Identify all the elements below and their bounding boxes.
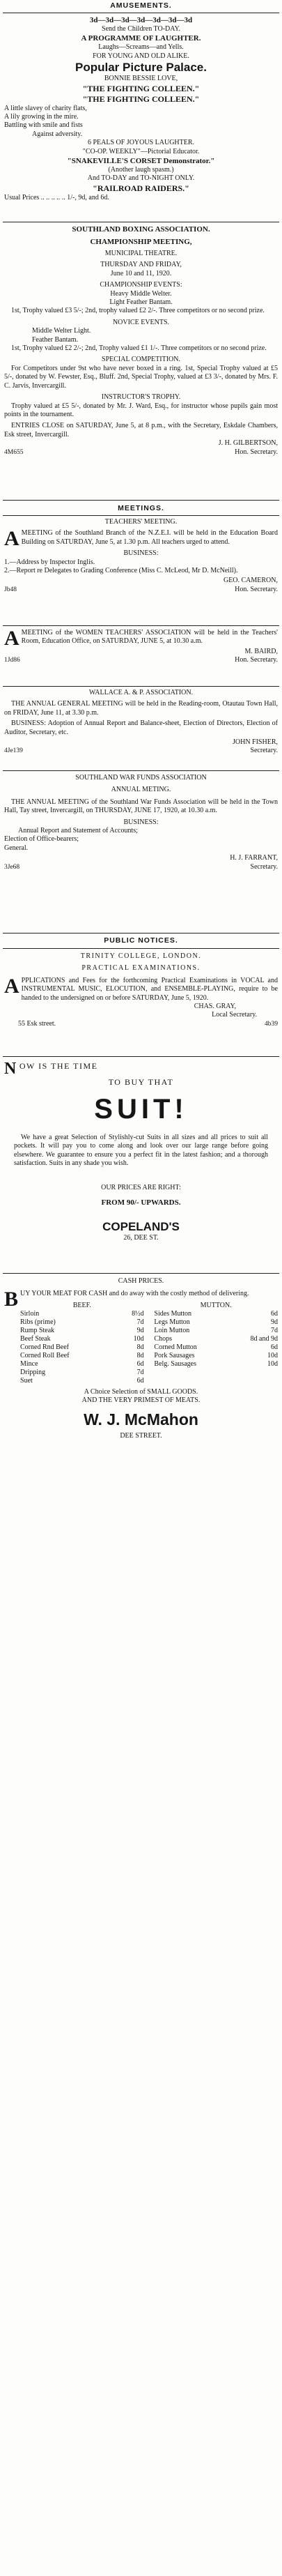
divider — [3, 1273, 279, 1274]
butcher-address: DEE STREET. — [120, 1431, 162, 1440]
special-heading: SPECIAL COMPETITION. — [102, 356, 180, 364]
price-row — [154, 1360, 278, 1369]
corset-note: (Another laugh spasm.) — [108, 166, 174, 174]
war-funds-notice — [4, 774, 278, 871]
notice-text: THE ANNUAL MEETING of the Southland War Funds Association will be held in the Town Hall, Tay street, Invercargill, on THURSDAY, JUNE 17, 1920, at 10.30 a.m. — [4, 798, 278, 815]
special-text: For Competitors under 9st who have never boxed in a ring. 1st, Special Trophy valued at £5 5/-, donated by W. Fewster, Esq., Bluff. 2nd, Special Trophy, valued at £3 3/-, donated by Mrs. F. C. Jarvis, Invercargill. — [4, 364, 278, 390]
prices-right: OUR PRICES ARE RIGHT: — [101, 1183, 181, 1191]
usual-prices: Usual Prices .. .. .. .. .. 1/-, 9d, and 6d. — [4, 193, 109, 201]
divider — [3, 515, 279, 516]
signer-role: Local Secretary. — [212, 1011, 257, 1019]
primest-line: AND THE VERY PRIMEST OF MEATS. — [81, 1396, 201, 1405]
notice-text: THE ANNUAL GENERAL MEETING will be held in the Reading-room, Otautau Town Hall, on FRIDAY, June 11, at 3.30 p.m. — [4, 700, 278, 717]
butcher-name: W. J. McMahon — [84, 1410, 198, 1428]
price-row — [20, 1360, 144, 1369]
notice-title: WALLACE A. & P. ASSOCIATION. — [88, 689, 194, 696]
novice-heading: NOVICE EVENTS. — [112, 318, 170, 326]
price-row — [154, 1327, 278, 1335]
price-row — [154, 1310, 278, 1318]
item-name: Ribs (prime) — [20, 1318, 56, 1326]
item-price: 8d — [136, 1351, 144, 1359]
championship-prizes: 1st, Trophy valued £3 5/-; 2nd, trophy valued £2 2/-. Three competitors or no second prize. — [11, 307, 265, 315]
event-line: Heavy Middle Welter. — [110, 289, 172, 298]
item-name: Beef Steak — [20, 1334, 51, 1343]
raiders-title: "RAILROAD RAIDERS." — [93, 183, 189, 193]
signer: JOHN FISHER, — [232, 738, 278, 747]
notice-text: PPLICATIONS and Fees for the forthcoming Practical Examinations in VOCAL and INSTRUMENTAL MUSIC, ELOCUTION, and ENSEMBLE-PLAYING, require to be handed to the undersigned on or before SATURDAY, June 5, 1920. — [21, 976, 278, 1002]
address: 55 Esk street. — [18, 1019, 56, 1028]
signer: H. J. FARRANT, — [230, 854, 278, 862]
championship-heading: CHAMPIONSHIP EVENTS: — [100, 281, 182, 289]
item-name: Belg. Sausages — [154, 1359, 196, 1368]
teachers-meeting-notice — [4, 518, 278, 594]
blurb-line: A little slavey of charity flats, — [4, 104, 87, 112]
column-heading: MUTTON. — [200, 1301, 232, 1309]
drop-cap: B — [4, 1288, 19, 1311]
star-name: BONNIE BESSIE LOVE, — [104, 75, 178, 83]
picture-palace-ad — [4, 15, 278, 202]
film-title: "THE FIGHTING COLLEEN." — [82, 93, 200, 104]
boxing-venue: MUNICIPAL THEATRE. — [104, 250, 178, 257]
divider — [3, 500, 279, 501]
item-price: 8d and 9d — [250, 1334, 278, 1343]
price-row — [20, 1318, 144, 1327]
divider — [3, 625, 279, 626]
headline: TO BUY THAT — [108, 1077, 174, 1087]
item-price: 10d — [267, 1359, 278, 1368]
small-goods-line: A Choice Selection of SMALL GOODS. — [84, 1387, 198, 1396]
item-name: Sides Mutton — [154, 1309, 192, 1318]
item-name: Dripping — [20, 1368, 46, 1376]
signer-role: Hon. Secretary. — [235, 585, 278, 593]
peals-line: 6 PEALS OF JOYOUS LAUGHTER. — [87, 139, 195, 147]
item-name: Sirloin — [20, 1309, 40, 1318]
suit-headline: SUIT! — [94, 1094, 188, 1125]
notice-title: TEACHERS' MEETING. — [104, 518, 178, 526]
price-row — [20, 1310, 144, 1318]
price-row — [20, 1343, 144, 1352]
price-row — [154, 1343, 278, 1352]
price-row — [20, 1377, 144, 1385]
notice-subtitle: ANNUAL METING. — [111, 786, 171, 794]
item-price: 6d — [271, 1343, 278, 1351]
boxing-title: SOUTHLAND BOXING ASSOCIATION. — [72, 225, 210, 234]
drop-cap: A — [4, 974, 19, 998]
blurb-line: Against adversity. — [32, 130, 83, 138]
store-name: COPELAND'S — [102, 1220, 180, 1234]
store-address: 26, DEE ST. — [123, 1234, 159, 1242]
item-name: Corned Mutton — [154, 1343, 197, 1351]
item-price: 6d — [136, 1376, 144, 1385]
divider — [3, 948, 279, 949]
item-price: 8d — [136, 1343, 144, 1351]
item-price: 6d — [271, 1309, 278, 1318]
trinity-college-notice — [4, 952, 278, 1028]
item-price: 7d — [271, 1326, 278, 1334]
amusements-heading: AMUSEMENTS. — [110, 1, 172, 10]
business-heading: BUSINESS: — [123, 818, 159, 826]
corset-line: "SNAKEVILLE'S CORSET Demonstrator." — [67, 157, 215, 166]
item-price: 7d — [136, 1368, 144, 1376]
divider — [3, 686, 279, 687]
item-name: Suet — [20, 1376, 33, 1385]
ad-ref: 4b39 — [265, 1020, 278, 1028]
item-price: 10d — [133, 1334, 144, 1343]
mcmahon-butcher-ad — [4, 1277, 278, 1440]
item-price: 9d — [136, 1326, 144, 1334]
wallace-association-notice — [4, 689, 278, 756]
ad-line: FOR YOUNG AND OLD ALIKE. — [93, 52, 189, 60]
price-from: FROM 90/- UPWARDS. — [101, 1198, 181, 1207]
coop-line: "CO-OP. WEEKLY"—Pictorial Educator. — [82, 147, 200, 155]
item-price: 7d — [136, 1318, 144, 1326]
ad-intro: UY YOUR MEAT FOR CASH and do away with the costly method of delivering. — [20, 1290, 249, 1298]
item-price: 8½d — [132, 1309, 144, 1318]
business-item: Election of Office-bearers; — [4, 835, 79, 844]
business-heading: BUSINESS: — [123, 549, 159, 558]
price-row — [20, 1335, 144, 1343]
drop-cap: A — [4, 629, 19, 650]
ad-line: Laughs—Screams—and Yells. — [98, 43, 184, 52]
item-name: Corned Roll Beef — [20, 1351, 70, 1359]
instructor-text: Trophy valued at £5 5/-, donated by Mr. J. Ward, Esq., for instructor whose pupils gain most points in the tournament. — [4, 402, 278, 418]
event-line: Light Feather Bantam. — [109, 298, 173, 307]
event-line: Feather Bantam. — [32, 335, 79, 344]
notice-text: MEETING of the WOMEN TEACHERS' ASSOCIATION will be held in the Teachers' Room, Education Office, on SATURDAY, JUNE 5, at 10.30 a.m. — [21, 629, 278, 646]
price-row — [154, 1335, 278, 1343]
boxing-date: June 10 and 11, 1920. — [110, 269, 172, 277]
ad-heading: CASH PRICES. — [118, 1277, 164, 1285]
drop-cap: N — [4, 1061, 17, 1078]
price-row — [20, 1352, 144, 1360]
item-name: Mince — [20, 1359, 38, 1368]
boxing-date: THURSDAY AND FRIDAY, — [100, 261, 182, 269]
headline: OW IS THE TIME — [19, 1061, 98, 1071]
divider — [3, 1056, 279, 1057]
signer: GEO. CAMERON, — [223, 577, 278, 585]
film-title: "THE FIGHTING COLLEEN." — [82, 83, 200, 93]
notice-text: MEETING of the Southland Branch of the N.Z.E.I. will be held in the Education Board Building on SATURDAY, June 5, at 1.30 p.m. All teachers urged to attend. — [21, 529, 278, 546]
price-list — [20, 1302, 278, 1385]
drop-cap: A — [4, 527, 19, 551]
instructor-heading: INSTRUCTOR'S TROPHY. — [101, 393, 181, 402]
ad-line: Send the Children TO-DAY. — [102, 25, 180, 33]
item-name: Legs Mutton — [154, 1318, 190, 1326]
ad-line: A PROGRAMME OF LAUGHTER. — [81, 34, 201, 43]
ad-ref: 4Je139 — [4, 747, 23, 755]
notice-subtitle: PRACTICAL EXAMINATIONS. — [81, 964, 201, 973]
item-name: Rump Steak — [20, 1326, 55, 1334]
item-name: Chops — [154, 1334, 172, 1343]
business-text: BUSINESS: Adoption of Annual Report and Balance-sheet, Election of Directors, Election of Auditor, Secretary, etc. — [4, 719, 278, 736]
item-name: Corned Rnd Beef — [20, 1343, 70, 1351]
signer: J. H. GILBERTSON, — [218, 439, 278, 448]
notice-title: TRINITY COLLEGE, LONDON. — [80, 952, 202, 960]
business-item: 2.—Report re Delegates to Grading Conference (Miss C. McLeod, Mr D. McNeill). — [4, 567, 238, 575]
meetings-heading: MEETINGS. — [118, 504, 164, 512]
item-name: Loin Mutton — [154, 1326, 190, 1334]
copelands-suit-ad — [4, 1061, 278, 1242]
item-price: 10d — [267, 1351, 278, 1359]
ad-ref: 3Je68 — [4, 863, 20, 871]
signer-role: Secretary. — [250, 862, 278, 871]
business-item: Annual Report and Statement of Accounts; — [18, 827, 138, 835]
price-row — [154, 1318, 278, 1327]
item-name: Pork Sausages — [154, 1351, 195, 1359]
prices-line: 3d—3d—3d—3d—3d—3d—3d — [89, 16, 193, 24]
signer-role: Hon. Secretary. — [235, 448, 278, 456]
event-line: Middle Welter Light. — [32, 327, 91, 335]
ad-body: We have a great Selection of Stylishly-cut Suits in all sizes and all prices to suit all pockets. It will pay you to come along and look over our large range before going elsewhere. We guarantee to ensure you a perfect fit in the latest fashion; and a thorough satisfaction. Suits in any shade you wish. — [14, 1134, 268, 1168]
venue-title: Popular Picture Palace. — [75, 61, 207, 75]
signer-role: Secretary. — [250, 747, 278, 755]
tonight-line: And TO-DAY and TO-NIGHT ONLY. — [87, 174, 195, 183]
beef-column — [20, 1302, 144, 1385]
divider — [3, 770, 279, 771]
item-price: 6d — [136, 1359, 144, 1368]
entries-text: ENTRIES CLOSE on SATURDAY, June 5, at 8 p.m., with the Secretary, Eskdale Chambers, Esk street, Invercargill. — [4, 422, 278, 439]
mutton-column — [154, 1302, 278, 1385]
column-heading: BEEF. — [72, 1301, 91, 1309]
ad-ref: 4M655 — [4, 448, 24, 456]
public-notices-heading: PUBLIC NOTICES. — [104, 936, 178, 945]
blurb-line: A lily growing in the mire. — [4, 113, 79, 121]
price-row — [154, 1352, 278, 1360]
business-item: General. — [4, 844, 29, 852]
ad-ref: Jb48 — [4, 586, 17, 593]
price-row — [20, 1327, 144, 1335]
novice-prizes: 1st, Trophy valued £2 2/-; 2nd, Trophy valued £1 1/-. Three competitors or no second prize. — [11, 344, 267, 353]
signer: M. BAIRD, — [244, 647, 278, 655]
ad-ref: 1Jd86 — [4, 657, 20, 664]
signer: CHAS. GRAY, — [194, 1003, 236, 1011]
women-teachers-notice — [4, 629, 278, 665]
signer-role: Hon. Secretary. — [235, 656, 278, 664]
item-price: 9d — [271, 1318, 278, 1326]
boxing-association-ad — [4, 224, 278, 457]
price-row — [20, 1369, 144, 1377]
blurb-line: Battling with smile and fists — [4, 121, 83, 130]
boxing-meeting: CHAMPIONSHIP MEETING, — [90, 238, 192, 246]
notice-title: SOUTHLAND WAR FUNDS ASSOCIATION — [75, 774, 207, 782]
business-item: 1.—Address by Inspector Inglis. — [4, 558, 95, 566]
